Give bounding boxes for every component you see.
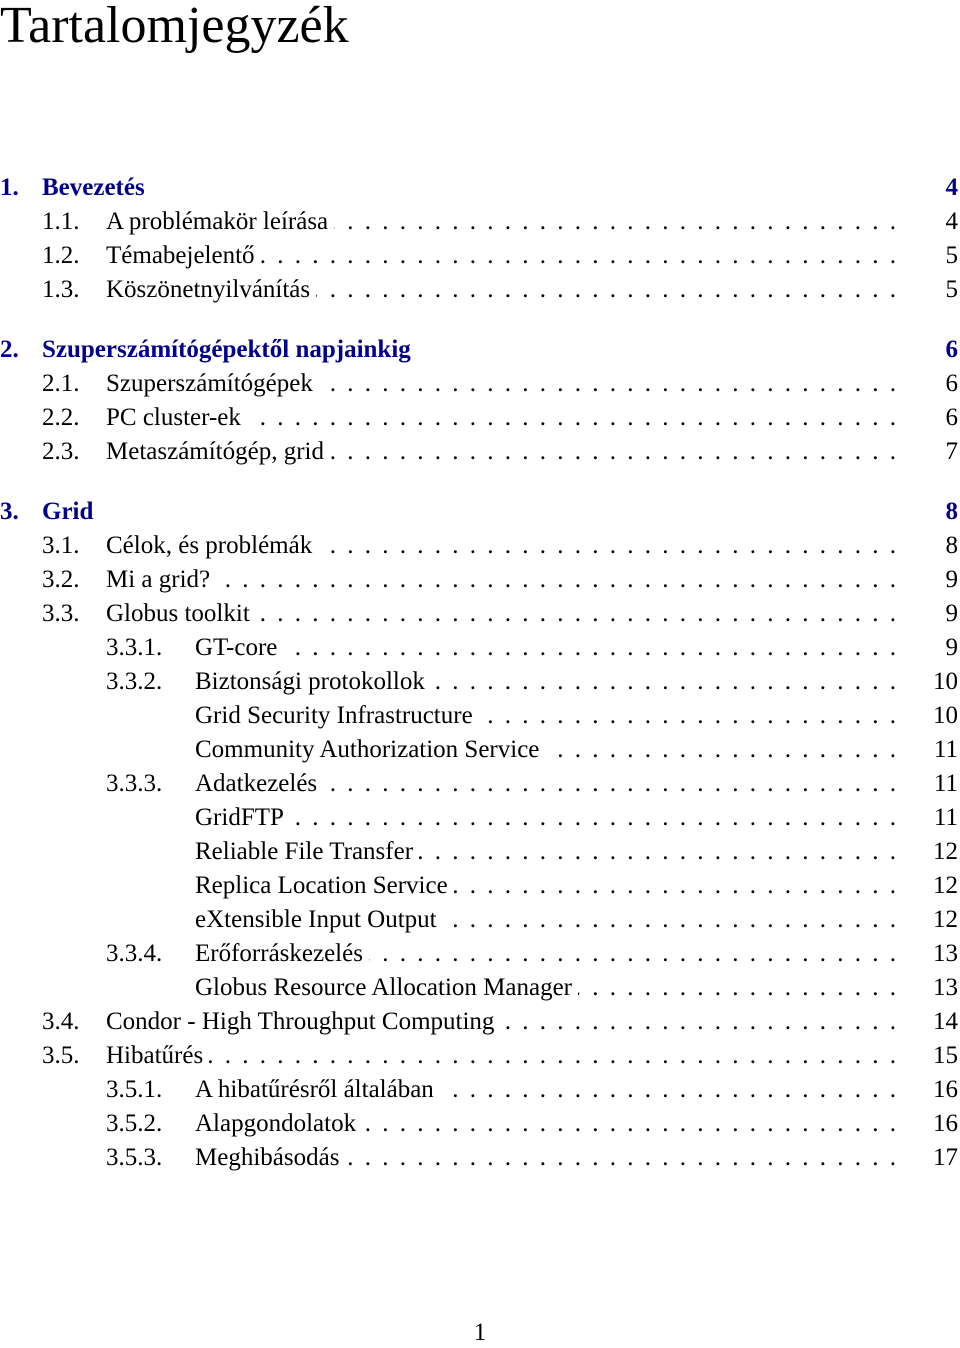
toc-section-entry[interactable] bbox=[0, 1039, 960, 1073]
toc-chapter-page: 8 bbox=[945, 498, 958, 525]
toc-entry-page: 12 bbox=[933, 838, 958, 865]
toc-entry-title: Condor - High Throughput Computing bbox=[106, 1005, 500, 1039]
toc-section-entry[interactable] bbox=[0, 1005, 960, 1039]
toc-entry-page: 17 bbox=[933, 1144, 958, 1171]
toc-subsection-entry[interactable] bbox=[0, 767, 960, 801]
toc-entry-number: 3.4. bbox=[42, 1008, 80, 1035]
toc-entry-title: eXtensible Input Output bbox=[195, 903, 443, 937]
toc-entry-title: Community Authorization Service bbox=[195, 733, 545, 767]
toc-chapter-entry[interactable] bbox=[0, 495, 960, 529]
page-number: 1 bbox=[473, 1319, 487, 1346]
toc-entry-number: 3.1. bbox=[42, 532, 80, 559]
toc-chapter bbox=[0, 333, 960, 469]
toc-entry-page: 10 bbox=[933, 702, 958, 729]
toc-entry-page: 9 bbox=[945, 634, 958, 661]
toc-entry-title: Meghibásodás bbox=[195, 1141, 345, 1175]
toc-entry-title: Alapgondolatok bbox=[195, 1107, 362, 1141]
toc-chapter bbox=[0, 495, 960, 1175]
toc-entry-page: 11 bbox=[933, 770, 958, 797]
toc-chapter-number: 1. bbox=[0, 174, 19, 201]
page-title: Tartalomjegyzék bbox=[0, 0, 349, 54]
toc-entry-number: 2.3. bbox=[42, 438, 80, 465]
toc-subsection-entry[interactable] bbox=[0, 1141, 960, 1175]
toc-section-entry[interactable] bbox=[0, 205, 960, 239]
toc-entry-page: 13 bbox=[933, 940, 958, 967]
toc-entry-number: 1.1. bbox=[42, 208, 80, 235]
toc-entry-page: 13 bbox=[933, 974, 958, 1001]
toc-subsubsection-entry[interactable] bbox=[0, 733, 960, 767]
toc-entry-number: 2.2. bbox=[42, 404, 80, 431]
toc-subsection-entry[interactable] bbox=[0, 937, 960, 971]
toc-entry-page: 16 bbox=[933, 1110, 958, 1137]
toc-entry-page: 5 bbox=[945, 242, 958, 269]
toc-subsection-entry[interactable] bbox=[0, 631, 960, 665]
toc-entry-number: 3.5.1. bbox=[106, 1076, 163, 1103]
toc-entry-title: Adatkezelés bbox=[195, 767, 323, 801]
toc-chapter bbox=[0, 171, 960, 307]
toc-entry-number: 3.3.4. bbox=[106, 940, 163, 967]
toc-section-entry[interactable] bbox=[0, 273, 960, 307]
toc-leader-dots bbox=[106, 1039, 896, 1073]
toc-entry-page: 14 bbox=[933, 1008, 958, 1035]
toc-entry-title: Globus toolkit bbox=[106, 597, 256, 631]
toc-subsubsection-entry[interactable] bbox=[0, 903, 960, 937]
toc-entry-number: 3.2. bbox=[42, 566, 80, 593]
toc-entry-title: Szuperszámítógépek bbox=[106, 367, 319, 401]
toc-section-entry[interactable] bbox=[0, 367, 960, 401]
toc-subsubsection-entry[interactable] bbox=[0, 699, 960, 733]
toc-entry-title: Reliable File Transfer bbox=[195, 835, 419, 869]
toc-entry-page: 12 bbox=[933, 872, 958, 899]
toc-entry-number: 3.3. bbox=[42, 600, 80, 627]
toc-entry-number: 3.5.3. bbox=[106, 1144, 163, 1171]
toc-entry-title: Replica Location Service bbox=[195, 869, 454, 903]
table-of-contents bbox=[0, 171, 960, 1175]
toc-entry-title: Mi a grid? bbox=[106, 563, 216, 597]
toc-chapter-title: Grid bbox=[42, 495, 99, 529]
toc-entry-title: PC cluster-ek bbox=[106, 401, 247, 435]
toc-entry-title: GridFTP bbox=[195, 801, 290, 835]
toc-chapter-number: 3. bbox=[0, 498, 19, 525]
toc-leader-dots bbox=[106, 563, 896, 597]
toc-entry-page: 8 bbox=[945, 532, 958, 559]
toc-entry-number: 2.1. bbox=[42, 370, 80, 397]
toc-entry-page: 5 bbox=[945, 276, 958, 303]
toc-section-entry[interactable] bbox=[0, 401, 960, 435]
toc-entry-page: 10 bbox=[933, 668, 958, 695]
toc-subsubsection-entry[interactable] bbox=[0, 801, 960, 835]
toc-entry-page: 12 bbox=[933, 906, 958, 933]
toc-entry-page: 11 bbox=[933, 736, 958, 763]
toc-section-entry[interactable] bbox=[0, 239, 960, 273]
toc-entry-title: Témabejelentő bbox=[106, 239, 261, 273]
toc-chapter-entry[interactable] bbox=[0, 171, 960, 205]
toc-subsubsection-entry[interactable] bbox=[0, 971, 960, 1005]
toc-entry-number: 3.5.2. bbox=[106, 1110, 163, 1137]
toc-chapter-number: 2. bbox=[0, 336, 19, 363]
toc-entry-number: 3.3.3. bbox=[106, 770, 163, 797]
toc-entry-title: Biztonsági protokollok bbox=[195, 665, 431, 699]
toc-entry-title: Globus Resource Allocation Manager bbox=[195, 971, 578, 1005]
toc-section-entry[interactable] bbox=[0, 597, 960, 631]
toc-entry-title: GT-core bbox=[195, 631, 283, 665]
toc-entry-title: A problémakör leírása bbox=[106, 205, 334, 239]
toc-section-entry[interactable] bbox=[0, 435, 960, 469]
toc-section-entry[interactable] bbox=[0, 563, 960, 597]
toc-entry-page: 9 bbox=[945, 566, 958, 593]
toc-entry-page: 16 bbox=[933, 1076, 958, 1103]
toc-entry-number: 3.5. bbox=[42, 1042, 80, 1069]
toc-entry-number: 3.3.2. bbox=[106, 668, 163, 695]
toc-entry-title: A hibatűrésről általában bbox=[195, 1073, 440, 1107]
toc-chapter-title: Bevezetés bbox=[42, 171, 151, 205]
toc-entry-title: Erőforráskezelés bbox=[195, 937, 369, 971]
toc-entry-title: Hibatűrés bbox=[106, 1039, 209, 1073]
toc-entry-page: 6 bbox=[945, 370, 958, 397]
toc-leader-dots bbox=[195, 631, 896, 665]
toc-entry-page: 9 bbox=[945, 600, 958, 627]
toc-entry-page: 4 bbox=[945, 208, 958, 235]
toc-entry-number: 3.3.1. bbox=[106, 634, 163, 661]
toc-entry-number: 1.3. bbox=[42, 276, 80, 303]
toc-entry-page: 6 bbox=[945, 404, 958, 431]
toc-leader-dots bbox=[195, 801, 896, 835]
toc-entry-title: Metaszámítógép, grid bbox=[106, 435, 330, 469]
toc-entry-page: 7 bbox=[945, 438, 958, 465]
toc-entry-page: 15 bbox=[933, 1042, 958, 1069]
toc-subsection-entry[interactable] bbox=[0, 665, 960, 699]
toc-section-entry[interactable] bbox=[0, 529, 960, 563]
toc-subsubsection-entry[interactable] bbox=[0, 835, 960, 869]
toc-subsubsection-entry[interactable] bbox=[0, 869, 960, 903]
toc-entry-page: 11 bbox=[933, 804, 958, 831]
toc-subsection-entry[interactable] bbox=[0, 1073, 960, 1107]
toc-entry-title: Grid Security Infrastructure bbox=[195, 699, 479, 733]
toc-chapter-page: 4 bbox=[945, 174, 958, 201]
toc-chapter-title: Szuperszámítógépektől napjainkig bbox=[42, 333, 417, 367]
toc-chapter-entry[interactable] bbox=[0, 333, 960, 367]
toc-entry-number: 1.2. bbox=[42, 242, 80, 269]
toc-chapter-page: 6 bbox=[945, 336, 958, 363]
toc-subsection-entry[interactable] bbox=[0, 1107, 960, 1141]
toc-entry-title: Köszönetnyilvánítás bbox=[106, 273, 316, 307]
toc-entry-title: Célok, és problémák bbox=[106, 529, 318, 563]
